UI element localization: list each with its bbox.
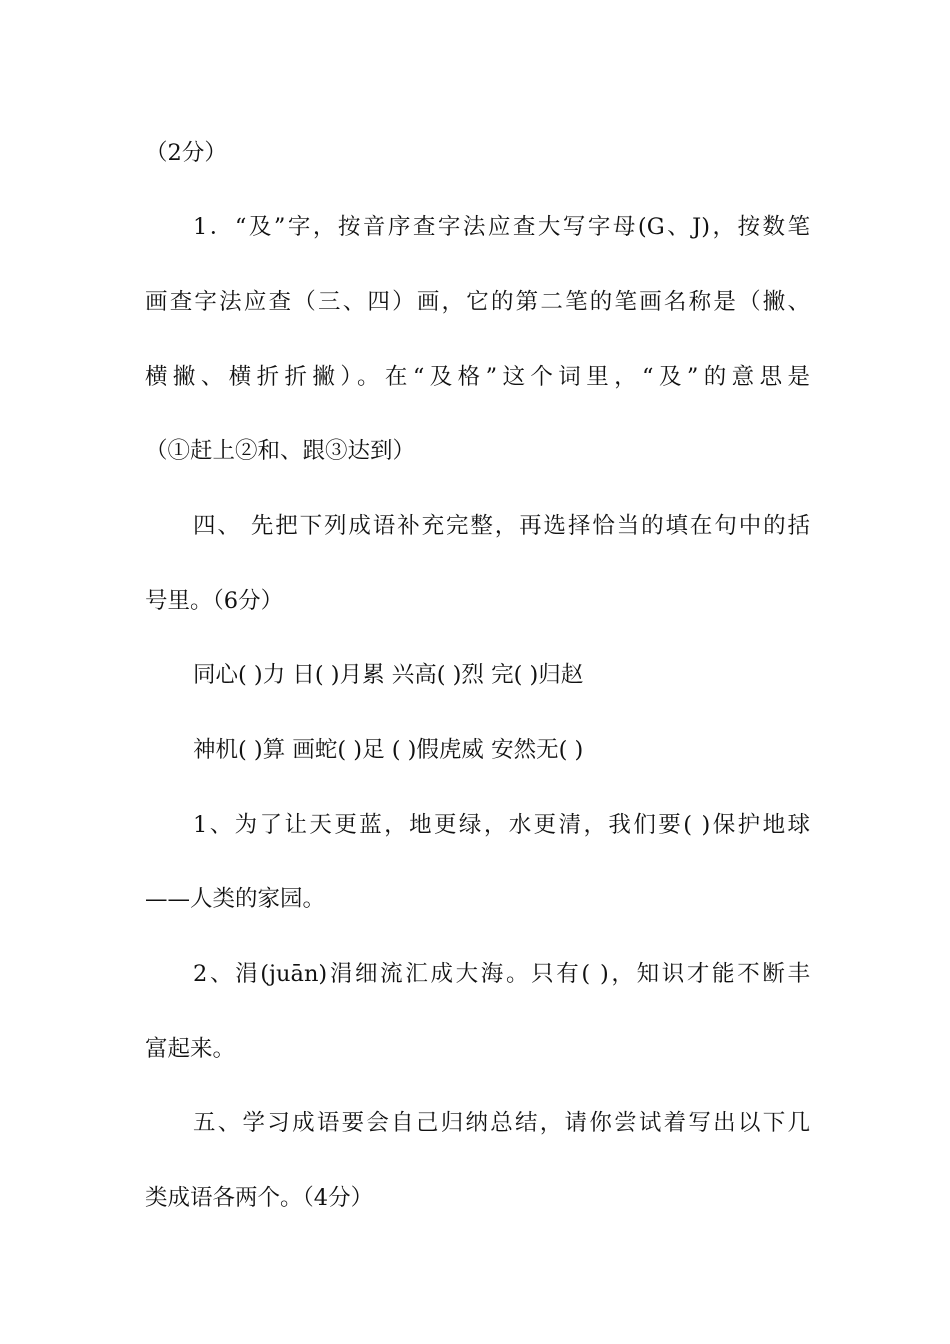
sentence-1-line-1: 1、为了让天更蓝，地更绿，水更清，我们要( )保护地球 — [193, 812, 810, 838]
question-1-line-4: （①赶上②和、跟③达到） — [145, 438, 416, 464]
section-5-heading-line-1: 五、学习成语要会自己归纳总结，请你尝试着写出以下几 — [193, 1110, 810, 1136]
idiom-row-2: 神机( )算 画蛇( )足 ( )假虎威 安然无( ) — [193, 737, 584, 763]
section-5-heading-line-2: 类成语各两个。（4分） — [145, 1185, 374, 1211]
section-4-heading-line-1: 四、 先把下列成语补充完整，再选择恰当的填在句中的括 — [193, 513, 810, 539]
score-note: （2分） — [145, 140, 227, 166]
section-4-heading-line-2: 号里。（6分） — [145, 588, 284, 614]
sentence-2-line-1: 2、涓(juān)涓细流汇成大海。只有( )，知识才能不断丰 — [193, 961, 810, 987]
question-1-line-2: 画查字法应查（三、四）画，它的第二笔的笔画名称是（撇、 — [145, 289, 810, 315]
sentence-1-line-2: ——人类的家园。 — [145, 886, 326, 912]
sentence-2-line-2: 富起来。 — [145, 1036, 236, 1062]
question-1-line-3: 横撇、横折折撇）。在“及格”这个词里，“及”的意思是 — [145, 364, 810, 390]
question-1-line-1: 1．“及”字，按音序查字法应查大写字母(G、J)，按数笔 — [193, 214, 810, 240]
idiom-row-1: 同心( )力 日( )月累 兴高( )烈 完( )归赵 — [193, 662, 584, 688]
